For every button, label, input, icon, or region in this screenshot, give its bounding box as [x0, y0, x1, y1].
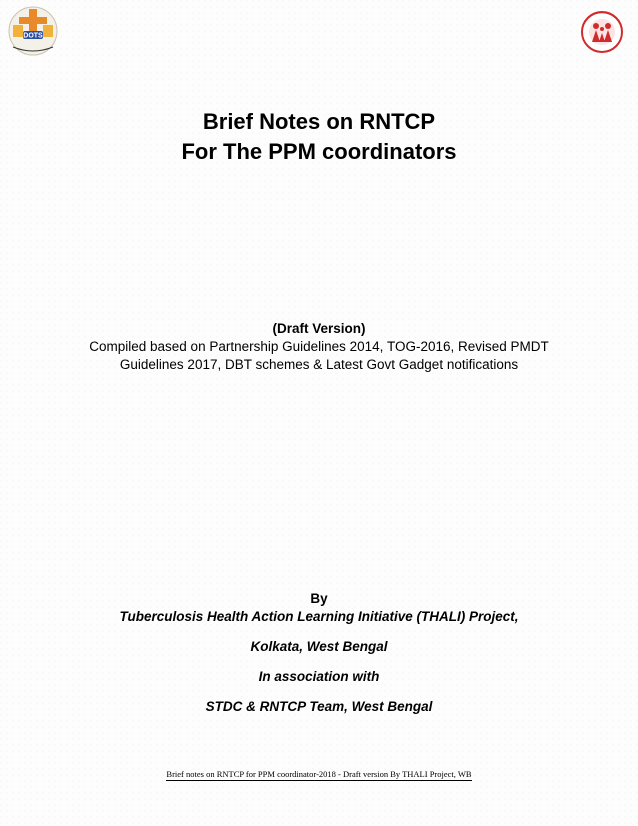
svg-text:DOTS: DOTS [23, 32, 43, 40]
author-org-line-3: In association with [258, 669, 380, 684]
page-footer [0, 764, 638, 782]
document-title-line-1: Brief Notes on RNTCP [202, 109, 436, 134]
document-title-line-2: For The PPM coordinators [181, 139, 457, 164]
national-health-mission-logo [572, 6, 632, 56]
draft-version-label: (Draft Version) [272, 321, 366, 336]
author-org-line-1: Tuberculosis Health Action Learning Initiative (THALI) Project, [119, 609, 519, 624]
author-org-line-4: STDC & RNTCP Team, West Bengal [205, 699, 433, 714]
dots-logo [3, 3, 71, 59]
footer-text: Brief notes on RNTCP for PPM coordinator-2018 - Draft version By THALI Project, WB [166, 769, 472, 779]
compiled-description: Compiled based on Partnership Guidelines 2014, TOG-2016, Revised PMDT Guidelines 2017, DBT schemes & Latest Govt Gadget notifications [89, 339, 549, 372]
author-org-line-2: Kolkata, West Bengal [250, 639, 388, 654]
by-label: By [310, 591, 328, 606]
national-health-mission-icon [572, 6, 632, 56]
dots-logo-icon [3, 3, 71, 59]
